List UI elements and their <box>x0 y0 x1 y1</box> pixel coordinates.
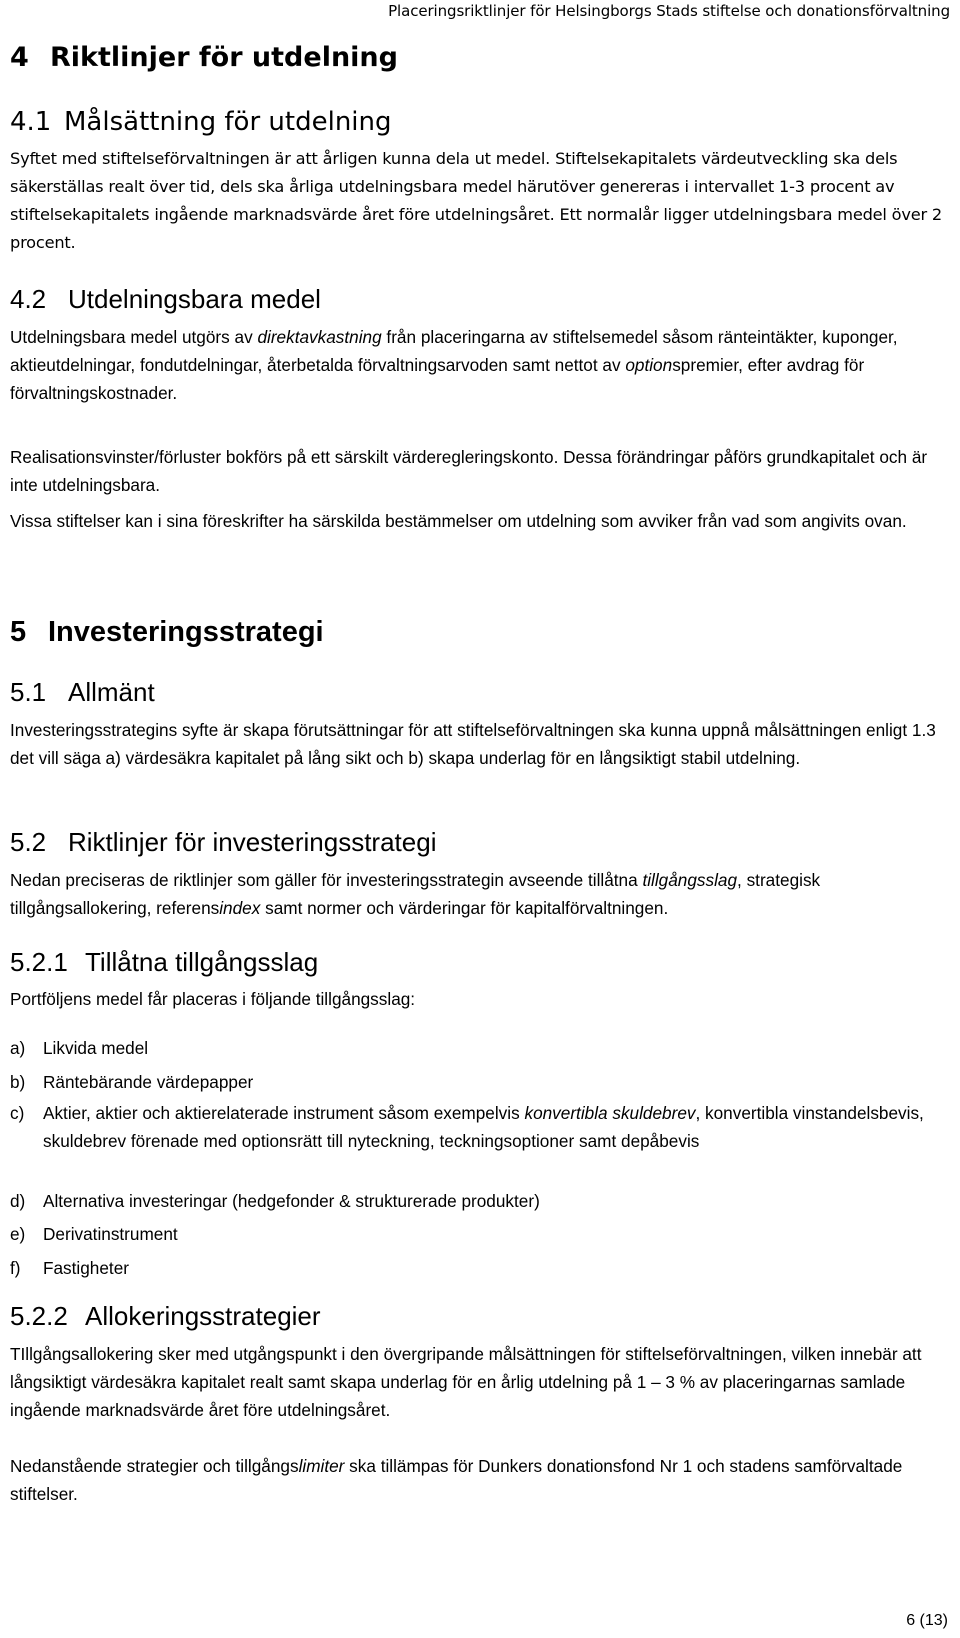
paragraph-5-1: Investeringsstrategins syfte är skapa förutsättningar för att stiftelseförvaltningen ska kunna uppnå målsättningen enligt 1.3 det vill säga a) värdesäkra kapitalet på lång sikt och b) skapa underlag för en långsiktigt stabil utdelning. <box>10 720 936 768</box>
list-item-label: d) <box>10 1191 26 1211</box>
heading-section-4-2 <box>10 284 945 315</box>
heading-section-5-1 <box>10 677 945 708</box>
heading-number: 4.2 <box>10 284 47 314</box>
list-item-text: Derivatinstrument <box>43 1224 178 1244</box>
emphasis-text: konvertibla skuldebrev <box>524 1103 696 1123</box>
list-item <box>10 1220 940 1248</box>
text-run: Nedanstående strategier och tillgångs <box>10 1456 299 1476</box>
paragraph-4-2-c: Vissa stiftelser kan i sina föreskrifter ha särskilda bestämmelser om utdelning som avviker från vad som angivits ovan. <box>10 511 907 531</box>
list-item <box>10 1034 940 1062</box>
emphasis-text: tillgångsslag <box>642 870 738 890</box>
list-item <box>10 1254 940 1282</box>
list-item-label: a) <box>10 1038 26 1058</box>
heading-title: Utdelningsbara medel <box>68 284 321 314</box>
paragraph-5-2-2-a: TIllgångsallokering sker med utgångspunkt i den övergripande målsättningen för stiftelseförvaltningen, vilken innebär att långsiktigt värdesäkra kapitalet realt samt skapa underlag för en årlig utdelning på 1 – 3 % av placeringarnas samlade ingående marknadsvärde året före utdelningsåret. <box>10 1344 922 1420</box>
emphasis-text: option <box>625 355 673 375</box>
paragraph-4-2-b: Realisationsvinster/förluster bokförs på ett särskilt värderegleringskonto. Dessa förändringar påförs grundkapitalet och är inte utdelningsbara. <box>10 447 928 495</box>
heading-title: Allokeringsstrategier <box>85 1301 321 1331</box>
text-run: ska tillämpas för Dunkers donationsfond Nr 1 och stadens samförvaltade stiftelser. <box>10 1456 903 1504</box>
heading-section-5-2-2 <box>10 1301 945 1332</box>
heading-number: 5.2.2 <box>10 1301 68 1331</box>
heading-section-4 <box>10 42 945 73</box>
text-run: Utdelningsbara medel utgörs av <box>10 327 258 347</box>
list-item-label: c) <box>10 1103 25 1123</box>
emphasis-text: index <box>219 898 261 918</box>
heading-number: 4.1 <box>10 107 52 137</box>
heading-title: Tillåtna tillgångsslag <box>85 947 319 977</box>
heading-title: Riktlinjer för investeringsstrategi <box>68 827 437 857</box>
heading-title: Investeringsstrategi <box>48 616 324 648</box>
text-run: från placeringarna av stiftelsemedel såsom ränteintäkter, kuponger, aktieutdelningar, fondutdelningar, återbetalda förvaltningsarvoden samt nettot av <box>10 327 898 375</box>
text-run: Aktier, aktier och aktierelaterade instrument såsom exempelvis <box>43 1103 525 1123</box>
list-item-label: f) <box>10 1258 21 1278</box>
text-run: , strategisk tillgångsallokering, referens <box>10 870 821 918</box>
list-item <box>10 1099 940 1155</box>
text-run: , konvertibla vinstandelsbevis, skuldebrev förenade med optionsrätt till nyteckning, teckningsoptioner samt depåbevis <box>43 1103 924 1151</box>
page-number: 6 (13) <box>906 1612 948 1629</box>
heading-number: 5.2.1 <box>10 947 68 977</box>
paragraph-4-2-a <box>10 323 945 407</box>
heading-title: Allmänt <box>68 677 155 707</box>
heading-title: Riktlinjer för utdelning <box>50 42 398 73</box>
heading-section-5-2-1 <box>10 947 945 978</box>
text-run: Nedan preciseras de riktlinjer som gäller för investeringsstrategin avseende tillåtna <box>10 870 643 890</box>
paragraph-5-2-1-intro: Portföljens medel får placeras i följande tillgångsslag: <box>10 989 416 1009</box>
list-item-label: b) <box>10 1072 26 1092</box>
heading-section-5 <box>10 616 945 649</box>
heading-section-4-1 <box>10 107 945 137</box>
text-run: spremier, efter avdrag för förvaltningskostnader. <box>10 355 865 403</box>
paragraph-5-2 <box>10 866 945 922</box>
heading-title: Målsättning för utdelning <box>64 107 392 137</box>
heading-number: 5.2 <box>10 827 47 857</box>
heading-number: 5.1 <box>10 677 47 707</box>
heading-number: 5 <box>10 616 27 648</box>
emphasis-text: limiter <box>298 1456 345 1476</box>
list-item-text <box>43 1099 940 1155</box>
list-item-text: Likvida medel <box>43 1038 149 1058</box>
paragraph-4-1: Syftet med stiftelseförvaltningen är att årligen kunna dela ut medel. Stiftelsekapitalets värdeutveckling ska dels säkerställas realt över tid, dels ska årliga utdelningsbara medel härutöver genereras i intervallet 1-3 procent av stiftelsekapitalets ingående marknadsvärde året före utdelningsåret. Ett normalår ligger utdelningsbara medel över 2 procent. <box>10 149 943 252</box>
list-item-label: e) <box>10 1224 26 1244</box>
running-header: Placeringsriktlinjer för Helsingborgs Stads stiftelse och donationsförvaltning <box>388 2 950 20</box>
list-item <box>10 1187 940 1215</box>
list-item <box>10 1068 940 1096</box>
heading-section-5-2 <box>10 827 945 858</box>
list-item-text: Fastigheter <box>43 1258 129 1278</box>
emphasis-text: direktavkastning <box>257 327 382 347</box>
heading-number: 4 <box>10 42 29 73</box>
list-item-text: Alternativa investeringar (hedgefonder & strukturerade produkter) <box>43 1191 540 1211</box>
text-run: samt normer och värderingar för kapitalförvaltningen. <box>260 898 669 918</box>
list-item-text: Räntebärande värdepapper <box>43 1072 254 1092</box>
paragraph-5-2-2-b <box>10 1452 945 1508</box>
